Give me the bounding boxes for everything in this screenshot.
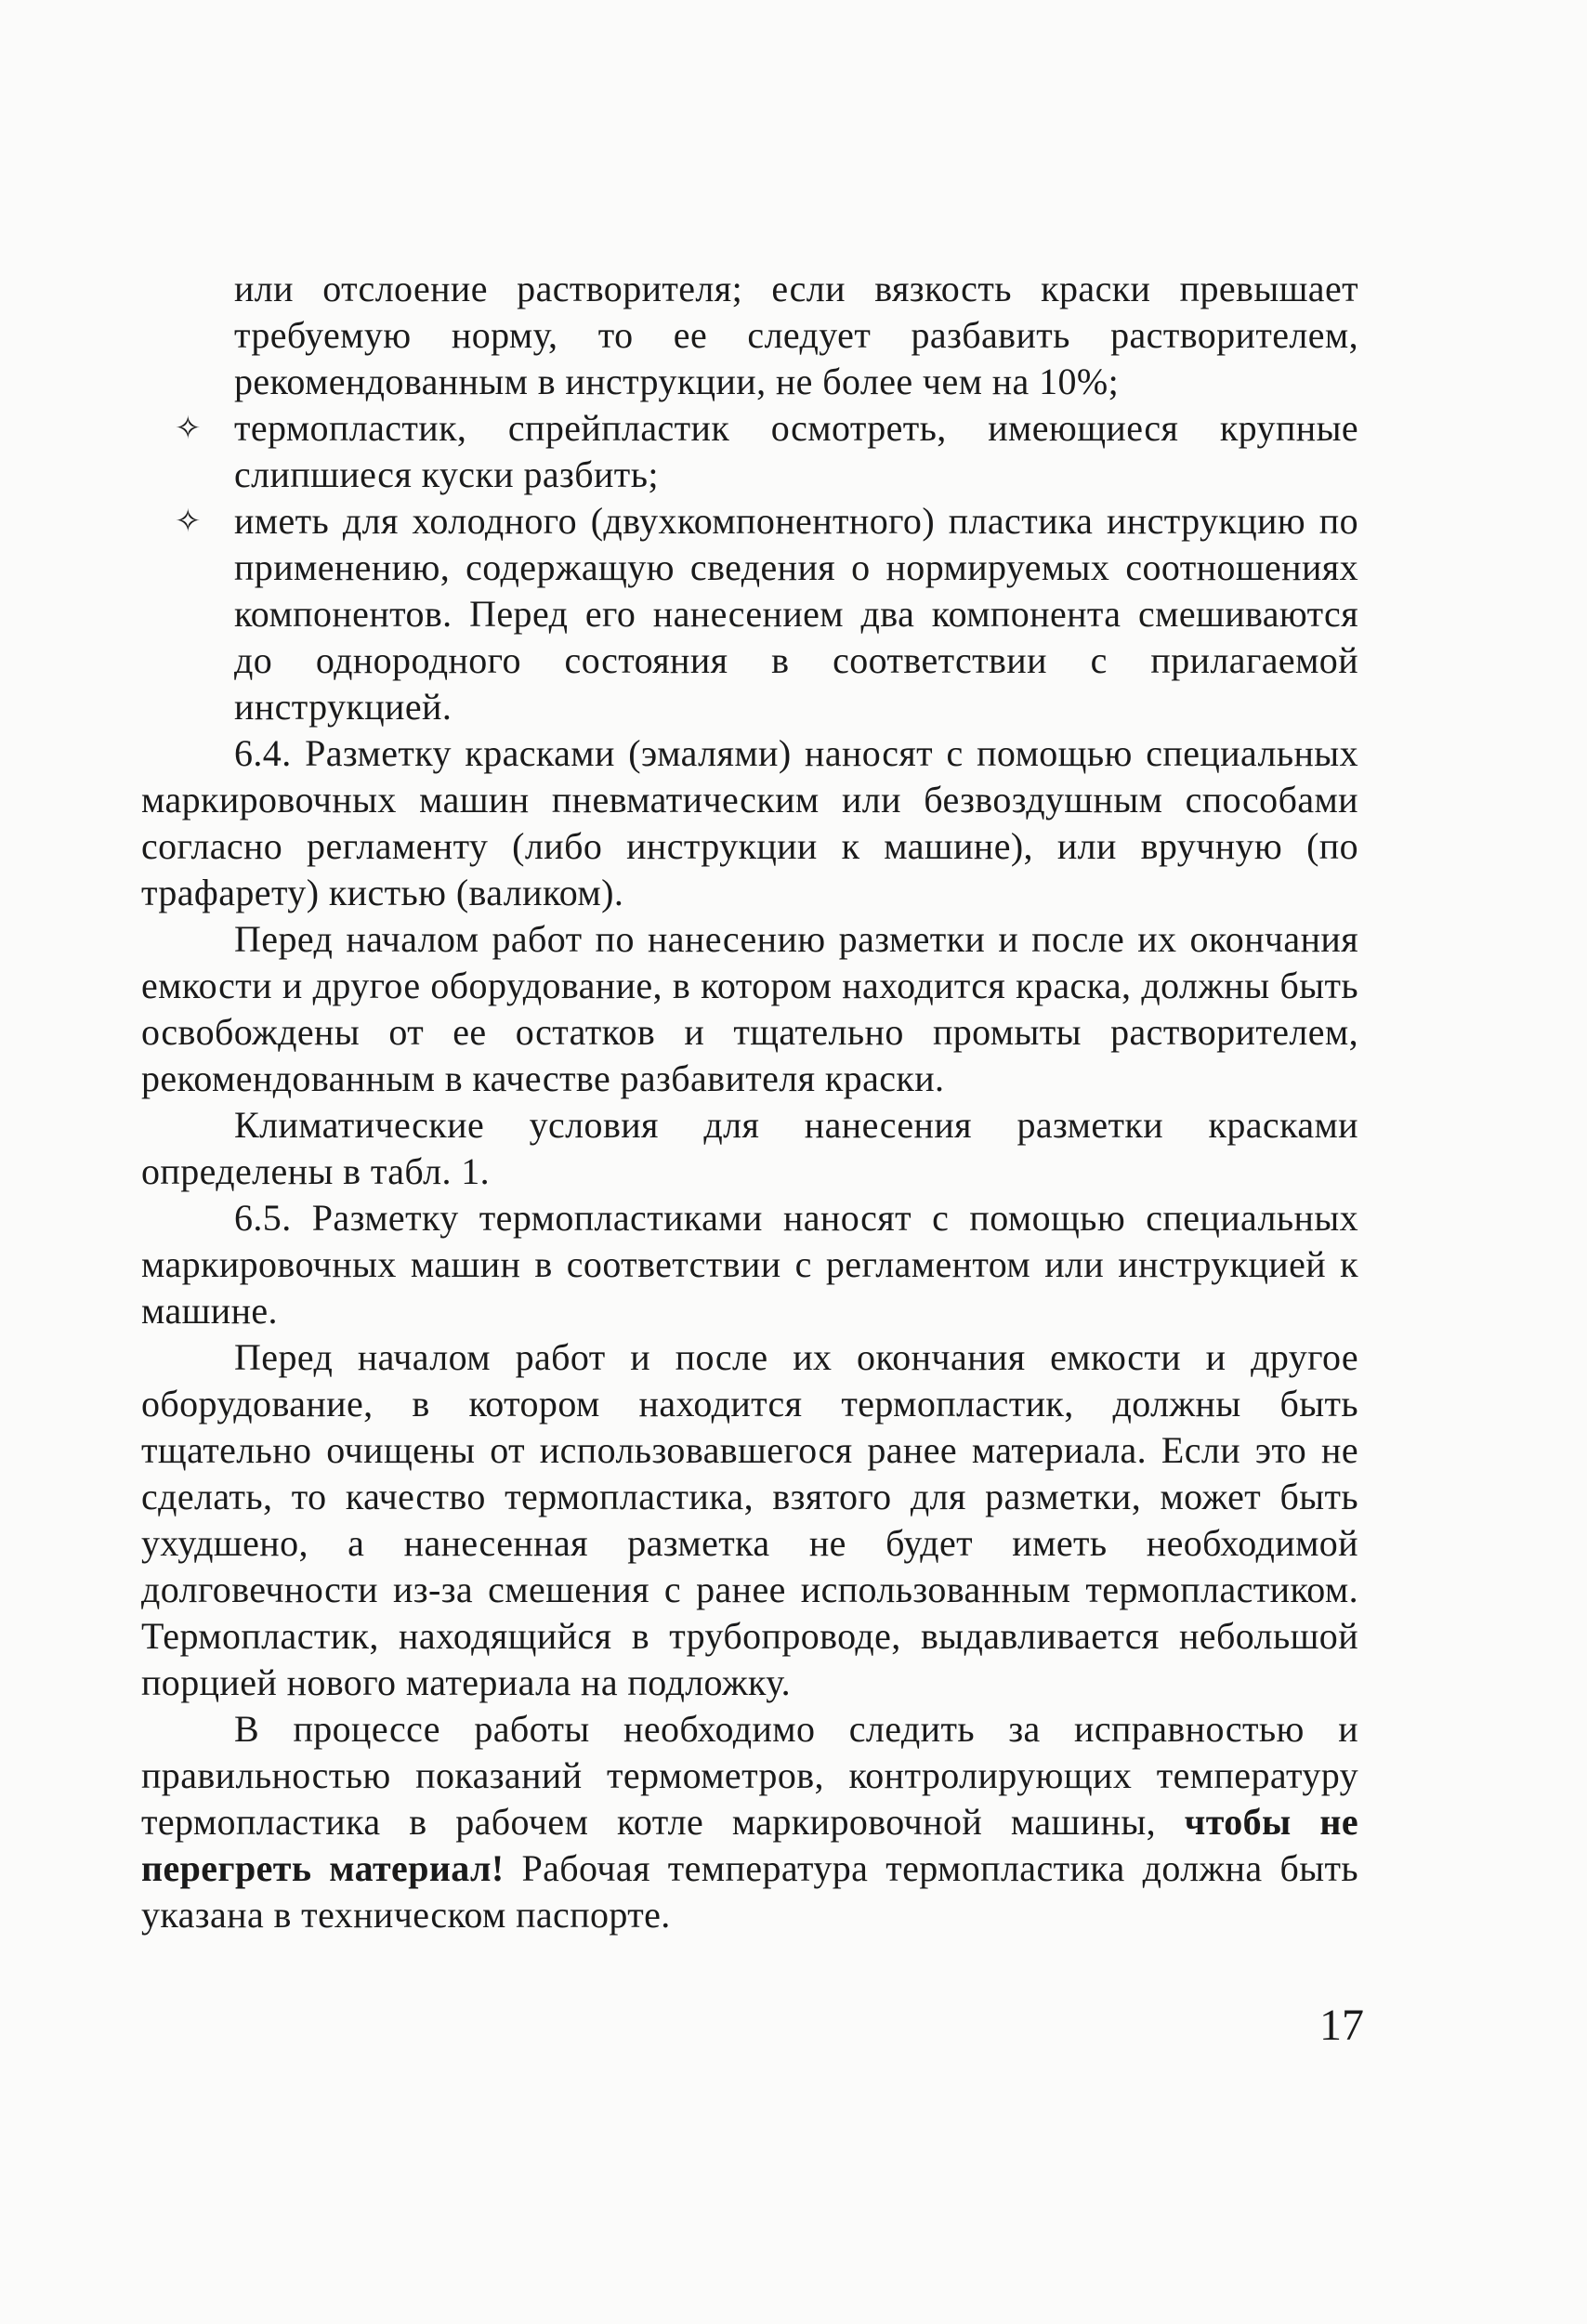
section-6-5: 6.5. Разметку термопластиками наносят с помощью специальных маркировочных машин в соответствии с регламентом или инструкцией к машине. xyxy=(141,1197,1358,1332)
list-item-text: иметь для холодного (двухкомпонентного) пластика инструкцию по применению, содержащую сведения о нормируемых соотношениях компонентов. Перед его нанесением два компонента смешиваются до однородного состояния в соответствии с прилагаемой инструкцией. xyxy=(234,500,1358,728)
paragraph-before-work: Перед началом работ по нанесению разметки и после их окончания емкости и другое оборудование, в котором находится краска, должны быть освобождены от ее остатков и тщательно промыты растворителем, рекомендованным в качестве разбавителя краски. xyxy=(141,918,1358,1099)
warning-bold-text: чтобы не перегреть материал! xyxy=(141,1801,1358,1889)
paragraph-final xyxy=(141,1706,1358,1938)
body-text xyxy=(141,266,1358,1938)
paragraph-thermoplastic: Перед началом работ и после их окончания емкости и другое оборудование, в котором находится термопластик, должны быть тщательно очищены от использовавшегося ранее материала. Если это не сделать, то качество термопластика, взятого для разметки, может быть ухудшено, а нанесенная разметка не будет иметь необходимой долговечности из-за смешения с ранее использованным термопластиком. Термопластик, находящийся в трубопроводе, выдавливается небольшой порцией нового материала на подложку. xyxy=(141,1336,1358,1703)
continued-paragraph: или отслоение растворителя; если вязкость краски превышает требуемую норму, то ее следует разбавить растворителем, рекомендованным в инструкции, не более чем на 10%; xyxy=(234,268,1358,402)
list-item-text: термопластик, спрейпластик осмотреть, имеющиеся крупные слипшиеся куски разбить; xyxy=(234,407,1358,495)
final-text-end: Рабочая температура термопластика должна быть указана в техническом паспорте. xyxy=(141,1847,1358,1936)
page-number: 17 xyxy=(1319,2001,1364,2050)
diamond-bullet-icon: ✧ xyxy=(175,410,202,447)
list-item xyxy=(141,498,1358,730)
list-item xyxy=(141,405,1358,498)
section-6-4: 6.4. Разметку красками (эмалями) наносят с помощью специальных маркировочных машин пневматическим или безвоздушным способами согласно регламенту (либо инструкции к машине), или вручную (по трафарету) кистью (валиком). xyxy=(141,732,1358,913)
paragraph-climate: Климатические условия для нанесения разметки красками определены в табл. 1. xyxy=(141,1104,1358,1192)
diamond-bullet-icon: ✧ xyxy=(175,503,202,540)
final-text-start: В процессе работы необходимо следить за исправностью и правильностью показаний термометров, контролирующих температуру термопластика в рабочем котле маркировочной машины, xyxy=(141,1708,1358,1843)
